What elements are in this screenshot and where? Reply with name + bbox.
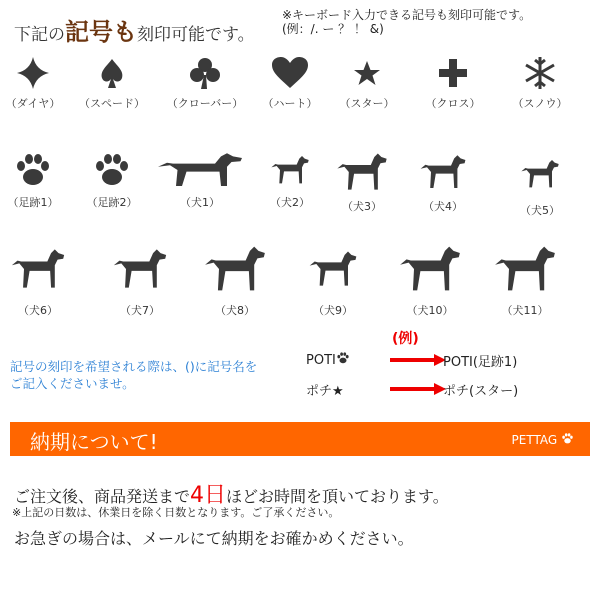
delivery-header-bar: [10, 422, 590, 456]
symbol-label: （犬1）: [180, 196, 220, 209]
dog-icon: [398, 240, 462, 298]
paw-icon: [336, 351, 350, 365]
symbol-label: （スター）: [339, 97, 395, 110]
symbol-dog4: [403, 150, 483, 214]
delivery-note: ※上記の日数は、休業日を除く日数となります。ご了承ください。: [12, 506, 340, 519]
symbol-star: [327, 55, 407, 111]
arrow-right-icon: [390, 354, 446, 366]
symbol-diamond: [0, 55, 73, 111]
symbol-label: （犬3）: [342, 200, 382, 213]
delivery-heading: 納期について!: [30, 430, 158, 454]
delivery-urgent-note: お急ぎの場合は、メールにて納期をお確かめください。: [14, 529, 414, 548]
dog-icon: [112, 240, 168, 298]
instructions-line: ご記入くださいませ。: [10, 376, 135, 391]
symbol-label: （クロス）: [425, 97, 481, 110]
dog-icon: [334, 150, 390, 194]
arrow-right-icon: [390, 383, 446, 395]
spade-icon: [94, 55, 130, 91]
cross-icon: [435, 55, 471, 91]
symbol-instructions: [10, 358, 257, 392]
paw-icon: [13, 150, 53, 190]
symbol-label: （ダイヤ）: [5, 97, 61, 110]
symbol-label: （犬6）: [18, 304, 58, 317]
symbol-label: （犬2）: [270, 196, 310, 209]
dog-icon: [520, 150, 560, 198]
symbol-dog1: [150, 150, 250, 210]
symbol-dog11: [485, 240, 565, 318]
symbol-dog10: [390, 240, 470, 318]
symbol-label: （スペード）: [79, 97, 145, 110]
symbol-label: （スノウ）: [512, 97, 568, 110]
keyboard-note: [282, 8, 531, 36]
paw-icon: [561, 432, 574, 445]
note-line: ※キーボード入力できる記号も刻印可能です。: [282, 8, 532, 22]
symbol-label: （犬8）: [215, 304, 255, 317]
dog-icon: [270, 150, 310, 190]
symbol-dog6: [0, 240, 78, 318]
snowflake-icon: [522, 55, 558, 91]
symbol-label: （犬9）: [313, 304, 353, 317]
symbol-label: （犬7）: [120, 304, 160, 317]
delivery-text: ご注文後、商品発送まで: [14, 487, 191, 506]
brand-logo: [512, 432, 574, 447]
symbol-dog5: [500, 150, 580, 218]
paw-claw-icon: [92, 150, 132, 190]
symbol-dog7: [100, 240, 180, 318]
symbol-dog2: [250, 150, 330, 210]
instructions-line: 記号の刻印を希望される際は、()に記号名を: [10, 359, 258, 374]
symbol-label: （クローバー）: [166, 97, 244, 110]
symbol-label: （足跡2）: [86, 196, 138, 209]
symbol-label: （犬11）: [501, 304, 549, 317]
symbol-heart: [250, 55, 330, 111]
diamond-icon: [15, 55, 51, 91]
dog-icon: [419, 150, 467, 194]
dog-icon: [155, 150, 245, 190]
example-label: (例): [392, 331, 419, 347]
page-title: [14, 12, 255, 47]
title-text: 下記の: [14, 25, 65, 45]
symbol-paw2: [72, 150, 152, 210]
symbol-snow: [500, 55, 580, 111]
title-emphasis: 記号も: [65, 18, 137, 46]
title-text-end: 刻印可能です。: [137, 25, 255, 45]
symbol-clover: [165, 55, 245, 111]
heart-icon: [270, 55, 310, 91]
symbol-label: （ハート）: [262, 97, 318, 110]
example-output-2: ポチ(スター): [443, 384, 519, 399]
delivery-days: 4日: [190, 483, 227, 508]
clover-icon: [187, 55, 223, 91]
symbol-dog9: [293, 240, 373, 318]
example-input-2: ポチ★: [306, 384, 344, 399]
symbol-cross: [413, 55, 493, 111]
brand-text: PETTAG: [511, 433, 558, 447]
symbol-label: （犬4）: [423, 200, 463, 213]
dog-icon: [203, 240, 267, 298]
delivery-text-end: ほどお時間を頂いております。: [226, 487, 449, 506]
dog-icon: [493, 240, 557, 298]
star-icon: [349, 55, 385, 91]
symbol-spade: [72, 55, 152, 111]
example-input-text: POTI: [306, 353, 336, 368]
symbol-paw1: [0, 150, 73, 210]
symbol-dog3: [322, 150, 402, 214]
example-input-1: [306, 351, 350, 368]
dog-icon: [308, 240, 358, 298]
symbol-label: （足跡1）: [7, 196, 59, 209]
note-examples: (例：/. ー ？ ！ &): [282, 22, 384, 36]
symbol-label: （犬5）: [520, 204, 560, 217]
dog-icon: [10, 240, 66, 298]
example-output-1: POTI(足跡1): [443, 355, 518, 370]
symbol-label: （犬10）: [406, 304, 454, 317]
symbol-dog8: [195, 240, 275, 318]
